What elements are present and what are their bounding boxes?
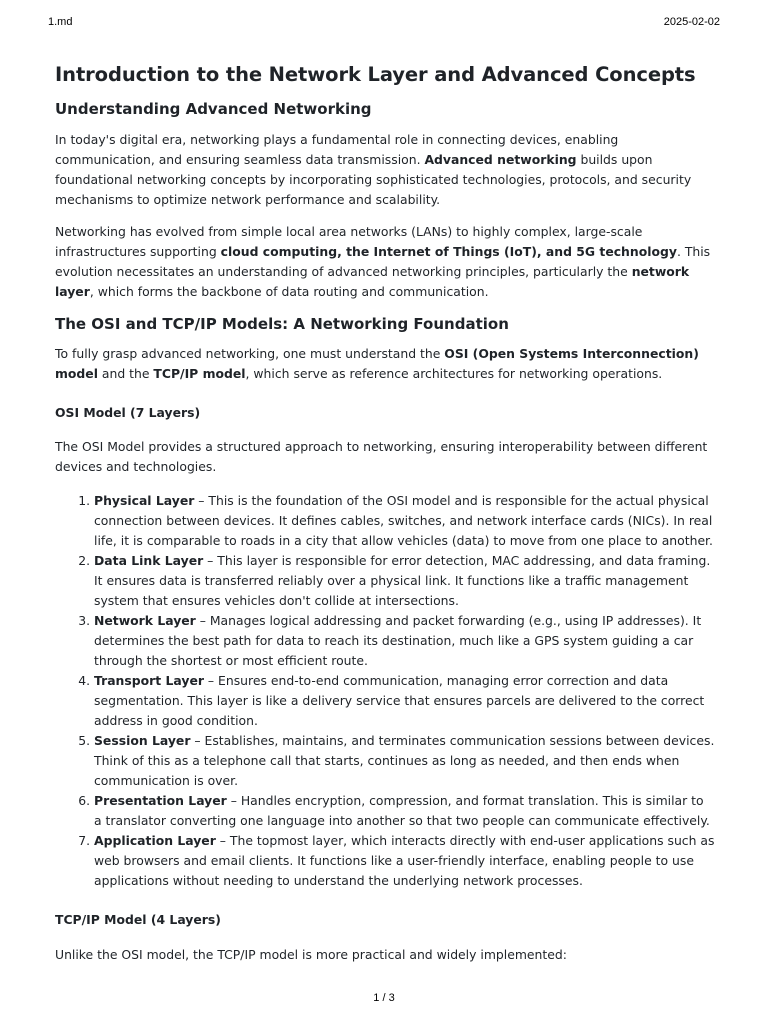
header-filename: 1.md [48,16,73,28]
osi-layer-list [55,491,715,891]
layer-name: Session Layer [94,733,191,749]
bold-text: TCP/IP model [153,365,246,381]
list-item: 4. Transport Layer – Ensures end-to-end communication, managing error correction and data segmentation. This layer is like a delivery service that ensures parcels are delivered to the correct address in good condition. [94,671,715,731]
section-heading-osi-tcpip: The OSI and TCP/IP Models: A Networking Foundation [55,314,509,333]
paragraph-intro: In today's digital era, networking plays a fundamental role in connecting devices, enabling communication, and ensuring seamless data transmission. Advanced networking builds upon foundational networking concepts by incorporating sophisticated technologies, protocols, and security mechanisms to optimize network performance and scalability. [55,131,692,207]
print-header [0,16,768,32]
list-item: 3. Network Layer – Manages logical addressing and packet forwarding (e.g., using IP addresses). It determines the best path for data to reach its destination, much like a GPS system guiding a car through the shortest or most efficient route. [94,611,715,671]
bold-text: cloud computing, the Internet of Things (IoT), and 5G technology [220,243,677,259]
bold-text: OSI (Open Systems Interconnection) model [55,345,699,381]
layer-name: Transport Layer [94,673,204,689]
bold-text: network layer [55,263,690,299]
document-title: Introduction to the Network Layer and Advanced Concepts [55,63,696,86]
layer-name: Data Link Layer [94,553,204,569]
subheading-osi-model: OSI Model (7 Layers) [55,404,201,420]
layer-name: Network Layer [94,613,196,629]
paragraph-osi-intro: The OSI Model provides a structured approach to networking, ensuring interoperability between different devices and technologies. [55,439,708,475]
layer-name: Presentation Layer [94,793,227,809]
section-heading-advanced-networking: Understanding Advanced Networking [55,100,372,119]
header-date: 2025-02-02 [663,16,720,28]
paragraph-tcpip-intro: Unlike the OSI model, the TCP/IP model is more practical and widely implemented: [55,946,567,962]
list-item: 5. Session Layer – Establishes, maintains, and terminates communication sessions between devices. Think of this as a telephone call that starts, continues as long as needed, and then ends when communication is over. [94,731,715,791]
list-item: 1. Physical Layer – This is the foundation of the OSI model and is responsible for the actual physical connection between devices. It defines cables, switches, and network interface cards (NICs). In real life, it is comparable to roads in a city that allow vehicles (data) to move from one place to another. [94,491,715,551]
document-body [55,62,715,977]
layer-name: Physical Layer [94,493,195,509]
subheading-tcpip-model: TCP/IP Model (4 Layers) [55,912,221,928]
bold-text: Advanced networking [424,151,577,167]
list-item: 2. Data Link Layer – This layer is responsible for error detection, MAC addressing, and data framing. It ensures data is transferred reliably over a physical link. It functions like a traffic management system that ensures vehicles don't collide at intersections. [94,551,715,611]
paragraph-models-intro: To fully grasp advanced networking, one must understand the OSI (Open Systems Interconnection) model and the TCP/IP model, which serve as reference architectures for networking operations. [55,345,699,381]
list-item: 7. Application Layer – The topmost layer, which interacts directly with end-user applications such as web browsers and email clients. It functions like a user-friendly interface, enabling people to use applications without needing to understand the underlying network processes. [94,831,715,891]
list-item: 6. Presentation Layer – Handles encryption, compression, and format translation. This is similar to a translator converting one language into another so that two people can communicate effectively. [94,791,715,831]
layer-name: Application Layer [94,833,216,849]
paragraph-evolution: Networking has evolved from simple local area networks (LANs) to highly complex, large-scale infrastructures supporting cloud computing, the Internet of Things (IoT), and 5G technology. This evolution necessitates an understanding of advanced networking principles, particularly the network layer, which forms the backbone of data routing and communication. [55,223,711,299]
page-number: 1 / 3 [373,992,395,1004]
